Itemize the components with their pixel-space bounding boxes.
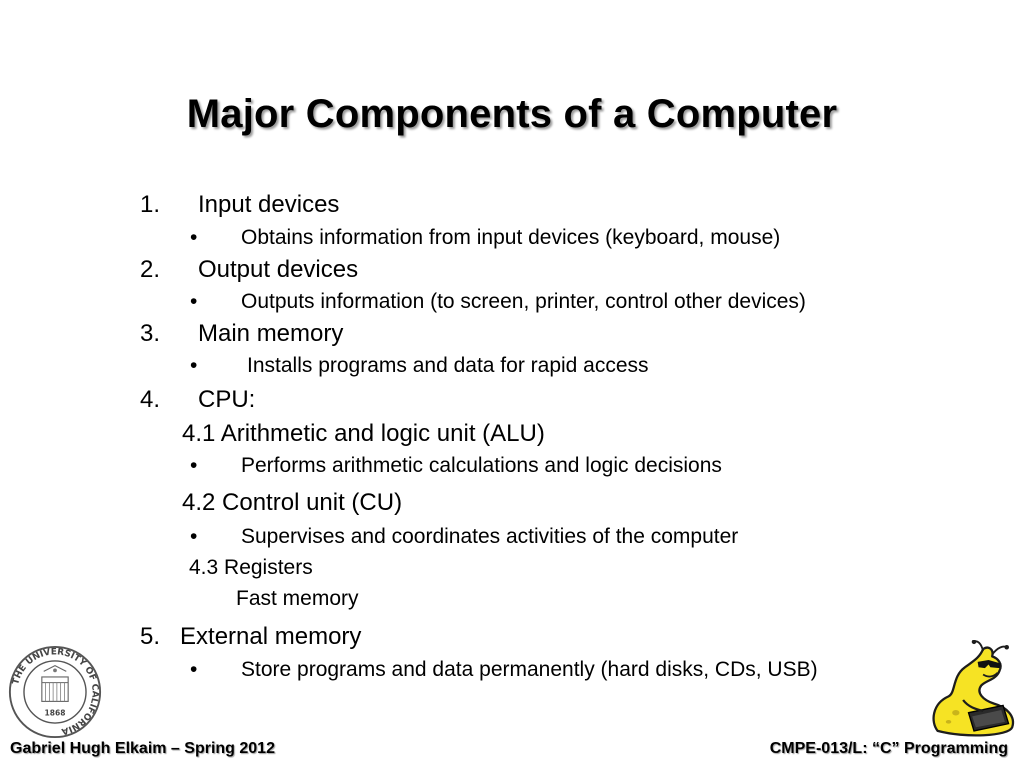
item-label: Input devices — [198, 191, 340, 218]
item-label: Performs arithmetic calculations and logic decisions — [241, 454, 722, 477]
footer-course: CMPE-013/L: “C” Programming — [769, 740, 1008, 757]
bullet: • — [190, 226, 198, 249]
bullet: • — [190, 290, 198, 313]
item-label: Fast memory — [236, 587, 359, 610]
item-number: 2. — [140, 256, 161, 283]
svg-text:THE UNIVERSITY OF CALIFORNIA: THE UNIVERSITY OF CALIFORNIA — [11, 647, 100, 737]
item-label: 5. External memory — [140, 623, 362, 650]
item-label: 4.3 Registers — [189, 556, 313, 579]
item-number: 1. — [140, 191, 161, 218]
bullet: • — [190, 454, 198, 477]
svg-text:1868: 1868 — [44, 708, 66, 718]
item-label: 4.1 Arithmetic and logic unit (ALU) — [182, 420, 545, 447]
item-label: Supervises and coordinates activities of the computer — [241, 525, 739, 548]
bullet: • — [190, 525, 198, 548]
footer-author: Gabriel Hugh Elkaim – Spring 2012 — [10, 740, 275, 757]
item-label: Main memory — [198, 320, 344, 347]
university-seal-icon — [8, 645, 102, 739]
bullet: • — [190, 658, 198, 681]
banana-slug-mascot-icon — [928, 640, 1020, 740]
item-number: 4. — [140, 386, 161, 413]
item-label: Obtains information from input devices (keyboard, mouse) — [241, 226, 781, 249]
item-number: 3. — [140, 320, 161, 347]
slide-title: Major Components of a Computer — [186, 92, 838, 136]
item-label: CPU: — [198, 386, 256, 413]
item-label: 4.2 Control unit (CU) — [182, 489, 403, 516]
item-label: Installs programs and data for rapid access — [247, 354, 649, 377]
item-label: Store programs and data permanently (hard disks, CDs, USB) — [241, 658, 818, 681]
item-label: Outputs information (to screen, printer, control other devices) — [241, 290, 806, 313]
bullet: • — [190, 354, 198, 377]
item-label: Output devices — [198, 256, 359, 283]
